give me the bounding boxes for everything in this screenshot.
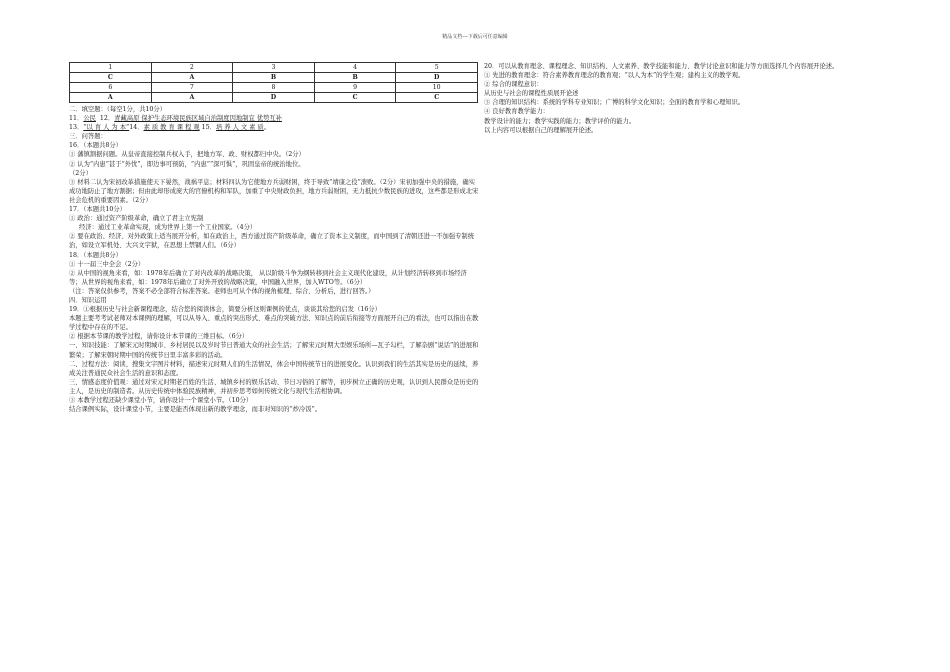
table-cell: B (233, 73, 315, 83)
table-cell: 2 (151, 63, 233, 73)
q20-point-2b: 从历史与社会的课程性质展开论述 (484, 90, 579, 98)
q20-point-2: ② 综合的课程意识： (484, 81, 543, 89)
q20-conclusion: 以上内容可以根据自己的理解展开论述。 (484, 126, 598, 134)
q18-note: （注：答案仅供参考，答案不必全部符合标准答案。老师也可从个体的视角梳理、综合、分析后，进行回答。） (69, 287, 375, 295)
table-cell: A (151, 73, 233, 83)
table-row (70, 73, 478, 83)
q19-question-1: 19．①根据历史与社会新课程理念，结合您的阅读体会，简要分析这则课例的优点，谈谈其给您的启发（16分） (69, 306, 381, 314)
q20-point-4b: 教学设计的能力；教学实践的能力；教学评价的能力。 (484, 117, 636, 125)
q17-answer-2: ② 要在政治、经济、对外政策上适当展开分析，如在政治上，西方通过资产阶级革命，确立了资本主义制度，而中国到了清朝还进一不加强专制统治，如设立军机处、大兴文字狱，在思想上禁锢人们。（6分） (69, 233, 475, 250)
q19-answer-2b: 二、过程方法：阅读、搜集文字图片材料，描述宋元时期人们的生活情况，体会中国传统节日的进展变化。认识到我们的生活其实是历史的延续，养成关注普通民众社会生活的意识和态度。 (69, 360, 479, 377)
qa-section-title: 三．问答题： (69, 133, 107, 141)
q19-question-2: ② 根据本节课的教学过程，请你设计本节课的三维目标。（6分） (69, 333, 249, 341)
table-cell: 5 (396, 63, 478, 73)
q18-title: 18．（本题共8分） (69, 251, 122, 259)
q19-answer-3: 结合课例实际，设计课堂小节，主要是能否体现出新的教学理念，而非对知识的“炒冷饭”。 (69, 406, 322, 414)
q11-answer: 公民 (83, 115, 96, 123)
q14-answer: 素 质 教 育 课 程 观 (143, 124, 200, 132)
q16-title: 16．（本题共8分） (69, 142, 122, 150)
table-cell: A (151, 93, 233, 103)
q17-answer-1: ① 政治：通过资产阶级革命，确立了君主立宪制 (69, 215, 204, 223)
q18-answer-1: ① 十一届三中全会（2分） (69, 260, 145, 268)
table-row (70, 93, 478, 103)
q15-number: 15． (201, 124, 216, 132)
q12-number: 12． (99, 115, 115, 123)
q13-answer: “以 育 人 为 本” (83, 124, 130, 132)
q4-section-title: 四．知识运用 (69, 296, 107, 304)
table-cell: D (396, 73, 478, 83)
table-cell: 7 (151, 83, 233, 93)
left-column (69, 62, 479, 414)
table-cell: A (70, 93, 152, 103)
right-column (484, 62, 894, 135)
table-cell: 1 (70, 63, 152, 73)
page-header: 精品文档---下载后可任意编辑 (442, 34, 508, 40)
q19-answer-1: 本题主要考考试老师对本课例的理解，可以从导入、重点的突出形式、难点的突破方法、知识点的前后衔接等方面展开自己的看法，也可以指出在教学过程中存在的不足。 (69, 315, 479, 332)
table-cell: B (314, 73, 396, 83)
fill-section-title: 二．填空题：（每空1分，共10分） (69, 106, 167, 113)
table-cell: C (314, 93, 396, 103)
q14-number: 14． (129, 124, 144, 132)
table-row (70, 83, 478, 93)
table-cell: 6 (70, 83, 152, 93)
q13-number: 13． (69, 124, 84, 132)
q16-answer-2-score: （2分） (69, 169, 92, 177)
q15-suffix: 。 (263, 124, 271, 132)
q19-answer-2c: 三、情感态度价值观：通过对宋元时期老百姓的生活、城镇乡村的娱乐活动、节日习俗的了解等，初步树立正确的历史观，认识到人民群众是历史的主人，是历史的制造者。从历史传统中体验民族精神，并初步思考如何传统文化与现代生活相协调。 (69, 378, 479, 395)
table-cell: 4 (314, 63, 396, 73)
table-cell: 3 (233, 63, 315, 73)
q16-answer-3: ③ 材料二认为宋初改革措施使天下晏然，战祸平息；材料四认为它使地方兵弱财困，终于导致“靖康之役”溃败。（2分）宋初加强中央的措施，确实成功地防止了地方割据；但由此却形成庞大的官僚机构和军队，加重了中央财政负担，地方兵弱财困，无力抵抗少数民族的进攻，这些都是形成北宋社会危机的重要因素。（2分） (69, 178, 479, 204)
q18-answer-2: ② 从中国的视角来看，如：1978年后确立了对内改革的战略决策， 从以阶级斗争为纲转移到社会主义现代化建设，从计划经济转移到市场经济等；从世界的视角来看，如：1978年后确立了对外开放的战略决策，中国融入世界，加入WTO等。（6分） (69, 269, 467, 286)
table-cell: 9 (314, 83, 396, 93)
q16-answer-1: ① 藩镇割据问题。从皇帝直接控制兵权入手，把地方军、政、财权都归中央。（2分） (69, 151, 305, 159)
answer-table (69, 62, 478, 103)
q11-number: 11． (69, 115, 84, 123)
q20-point-1: ① 先进的教育理念：符合素养教育理念的教育观；“以人为本”的学生观；建构主义的教学观。 (484, 72, 745, 80)
q19-answer-2a: 一、知识技能：了解宋元时期城市、乡村居民以及岁时节日普通大众的社会生活；了解宋元时期大型娱乐场所—瓦子勾栏，了解杂剧“说话”的进展和繁荣；了解宋朝时期中国的传统节日里丰富多彩的活动。 (69, 342, 479, 359)
q20-point-4: ④ 良好教育教学能力： (484, 108, 549, 116)
table-cell: 8 (233, 83, 315, 93)
q15-answer: 培 养 人 文 素 质 (215, 124, 264, 132)
q16-answer-2: ② 认为“内患”甚于“外忧”，即边事可预防，“内患”“深可惧”，巩固皇帝的统治地位。 (69, 160, 305, 168)
table-row (70, 63, 478, 73)
table-cell: 10 (396, 83, 478, 93)
q13-15-answer (69, 123, 479, 132)
q17-answer-1b: 经济：通过工业革命实现，成为世界上第一个工业国家。（4分） (79, 224, 257, 232)
table-cell: C (70, 73, 152, 83)
q20-intro: 20．可以从教育理念、课程理念、知识结构、人文素养、教学技能和能力、教学讨论意识和能力等方面选择几个内容展开论述。 (484, 63, 839, 70)
q19-question-3: ③ 本教学过程还缺少课堂小节，请你设计一个课堂小节。（10分） (69, 397, 253, 404)
table-cell: D (233, 93, 315, 103)
q11-12-answer (69, 114, 479, 123)
q17-title: 17．（本题共10分） (69, 206, 126, 214)
q12-answer: 青藏高原 保护生态环境民族区域自治制度因地制宜 优势互补 (114, 115, 282, 123)
table-cell: C (396, 93, 478, 103)
q20-point-3: ③ 合理的知识结构：系统的学科专业知识；广博的科学文化知识；全面的教育学和心理知识。 (484, 99, 745, 107)
